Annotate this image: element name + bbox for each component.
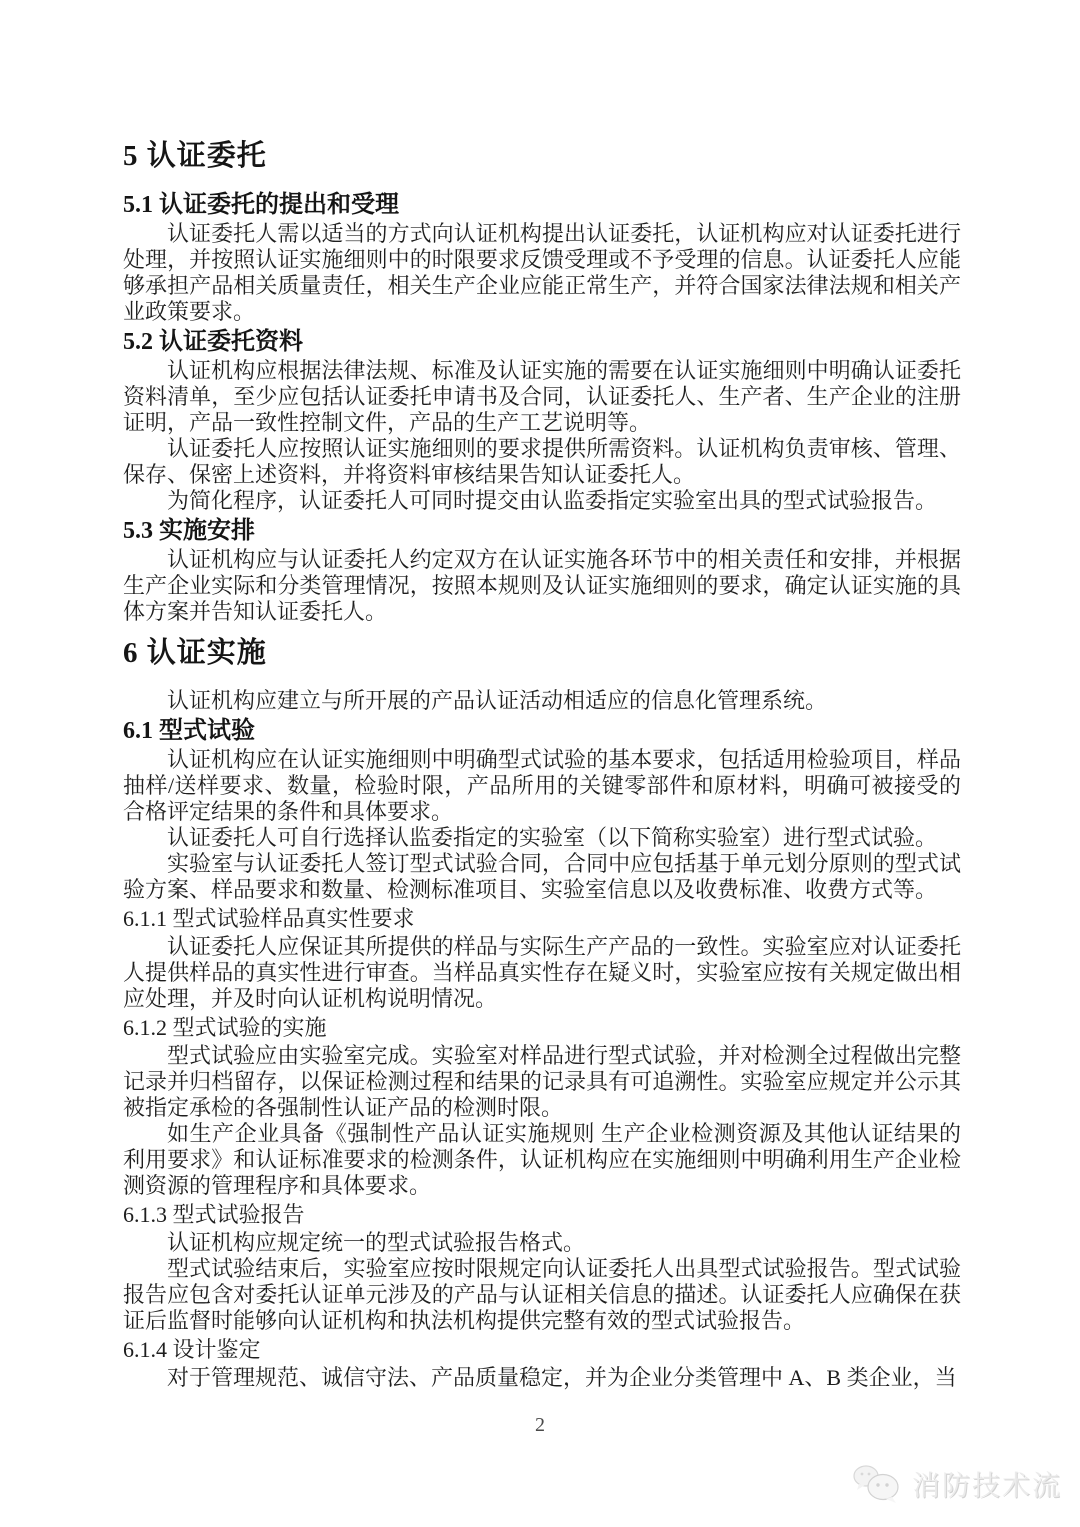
section-heading: 5 认证委托 bbox=[123, 140, 267, 172]
page-number: 2 bbox=[535, 1414, 545, 1436]
wechat-icon bbox=[852, 1463, 904, 1505]
paragraph: 认证机构应在认证实施细则中明确型式试验的基本要求，包括适用检验项目，样品抽样/送样要求、数量，检验时限，产品所用的关键零部件和原材料，明确可被接受的合格评定结果的条件和具体要求。 bbox=[123, 747, 961, 824]
paragraph: 认证委托人应保证其所提供的样品与实际生产产品的一致性。实验室应对认证委托人提供样品的真实性进行审查。当样品真实性存在疑义时，实验室应按有关规定做出相应处理，并及时向认证机构说明情况。 bbox=[123, 934, 961, 1011]
paragraph: 型式试验应由实验室完成。实验室对样品进行型式试验，并对检测全过程做出完整记录并归档留存，以保证检测过程和结果的记录具有可追溯性。实验室应规定并公示其被指定承检的各强制性认证产品的检测时限。 bbox=[123, 1043, 961, 1120]
document-content bbox=[123, 138, 961, 1391]
paragraph: 如生产企业具备《强制性产品认证实施规则 生产企业检测资源及其他认证结果的利用要求》和认证标准要求的检测条件，认证机构应在实施细则中明确利用生产企业检测资源的管理程序和具体要求。 bbox=[123, 1121, 961, 1198]
paragraph: 认证机构应规定统一的型式试验报告格式。 bbox=[167, 1230, 586, 1255]
section-heading: 6.1 型式试验 bbox=[123, 718, 255, 744]
paragraph: 认证机构应根据法律法规、标准及认证实施的需要在认证实施细则中明确认证委托资料清单，至少应包括认证委托申请书及合同，认证委托人、生产者、生产企业的注册证明，产品一致性控制文件，产品的生产工艺说明等。 bbox=[123, 358, 961, 435]
paragraph: 型式试验结束后，实验室应按时限规定向认证委托人出具型式试验报告。型式试验报告应包含对委托认证单元涉及的产品与认证相关信息的描述。认证委托人应确保在获证后监督时能够向认证机构和执法机构提供完整有效的型式试验报告。 bbox=[123, 1256, 961, 1333]
section-heading: 6.1.2 型式试验的实施 bbox=[123, 1015, 327, 1040]
paragraph: 认证机构应与认证委托人约定双方在认证实施各环节中的相关责任和安排，并根据生产企业实际和分类管理情况，按照本规则及认证实施细则的要求，确定认证实施的具体方案并告知认证委托人。 bbox=[123, 547, 961, 624]
paragraph: 为简化程序，认证委托人可同时提交由认监委指定实验室出具的型式试验报告。 bbox=[167, 488, 938, 513]
section-heading: 6.1.3 型式试验报告 bbox=[123, 1202, 305, 1227]
section-heading: 6 认证实施 bbox=[123, 637, 267, 669]
watermark bbox=[852, 1463, 1062, 1505]
watermark-text: 消防技术流 bbox=[911, 1471, 1062, 1502]
paragraph: 认证委托人应按照认证实施细则的要求提供所需资料。认证机构负责审核、管理、保存、保密上述资料，并将资料审核结果告知认证委托人。 bbox=[123, 436, 961, 487]
paragraph: 实验室与认证委托人签订型式试验合同，合同中应包括基于单元划分原则的型式试验方案、样品要求和数量、检测标准项目、实验室信息以及收费标准、收费方式等。 bbox=[123, 851, 961, 902]
section-heading: 5.3 实施安排 bbox=[123, 518, 255, 544]
section-heading: 6.1.4 设计鉴定 bbox=[123, 1337, 261, 1362]
paragraph: 认证委托人可自行选择认监委指定的实验室（以下简称实验室）进行型式试验。 bbox=[167, 825, 938, 850]
paragraph: 对于管理规范、诚信守法、产品质量稳定，并为企业分类管理中 A、B 类企业，当 bbox=[167, 1365, 957, 1390]
paragraph: 认证委托人需以适当的方式向认证机构提出认证委托，认证机构应对认证委托进行处理，并按照认证实施细则中的时限要求反馈受理或不予受理的信息。认证委托人应能够承担产品相关质量责任，相关生产企业应能正常生产，并符合国家法律法规和相关产业政策要求。 bbox=[123, 221, 961, 324]
section-heading: 5.2 认证委托资料 bbox=[123, 329, 303, 355]
section-heading: 5.1 认证委托的提出和受理 bbox=[123, 192, 399, 218]
section-heading: 6.1.1 型式试验样品真实性要求 bbox=[123, 906, 415, 931]
paragraph: 认证机构应建立与所开展的产品认证活动相适应的信息化管理系统。 bbox=[167, 688, 828, 713]
